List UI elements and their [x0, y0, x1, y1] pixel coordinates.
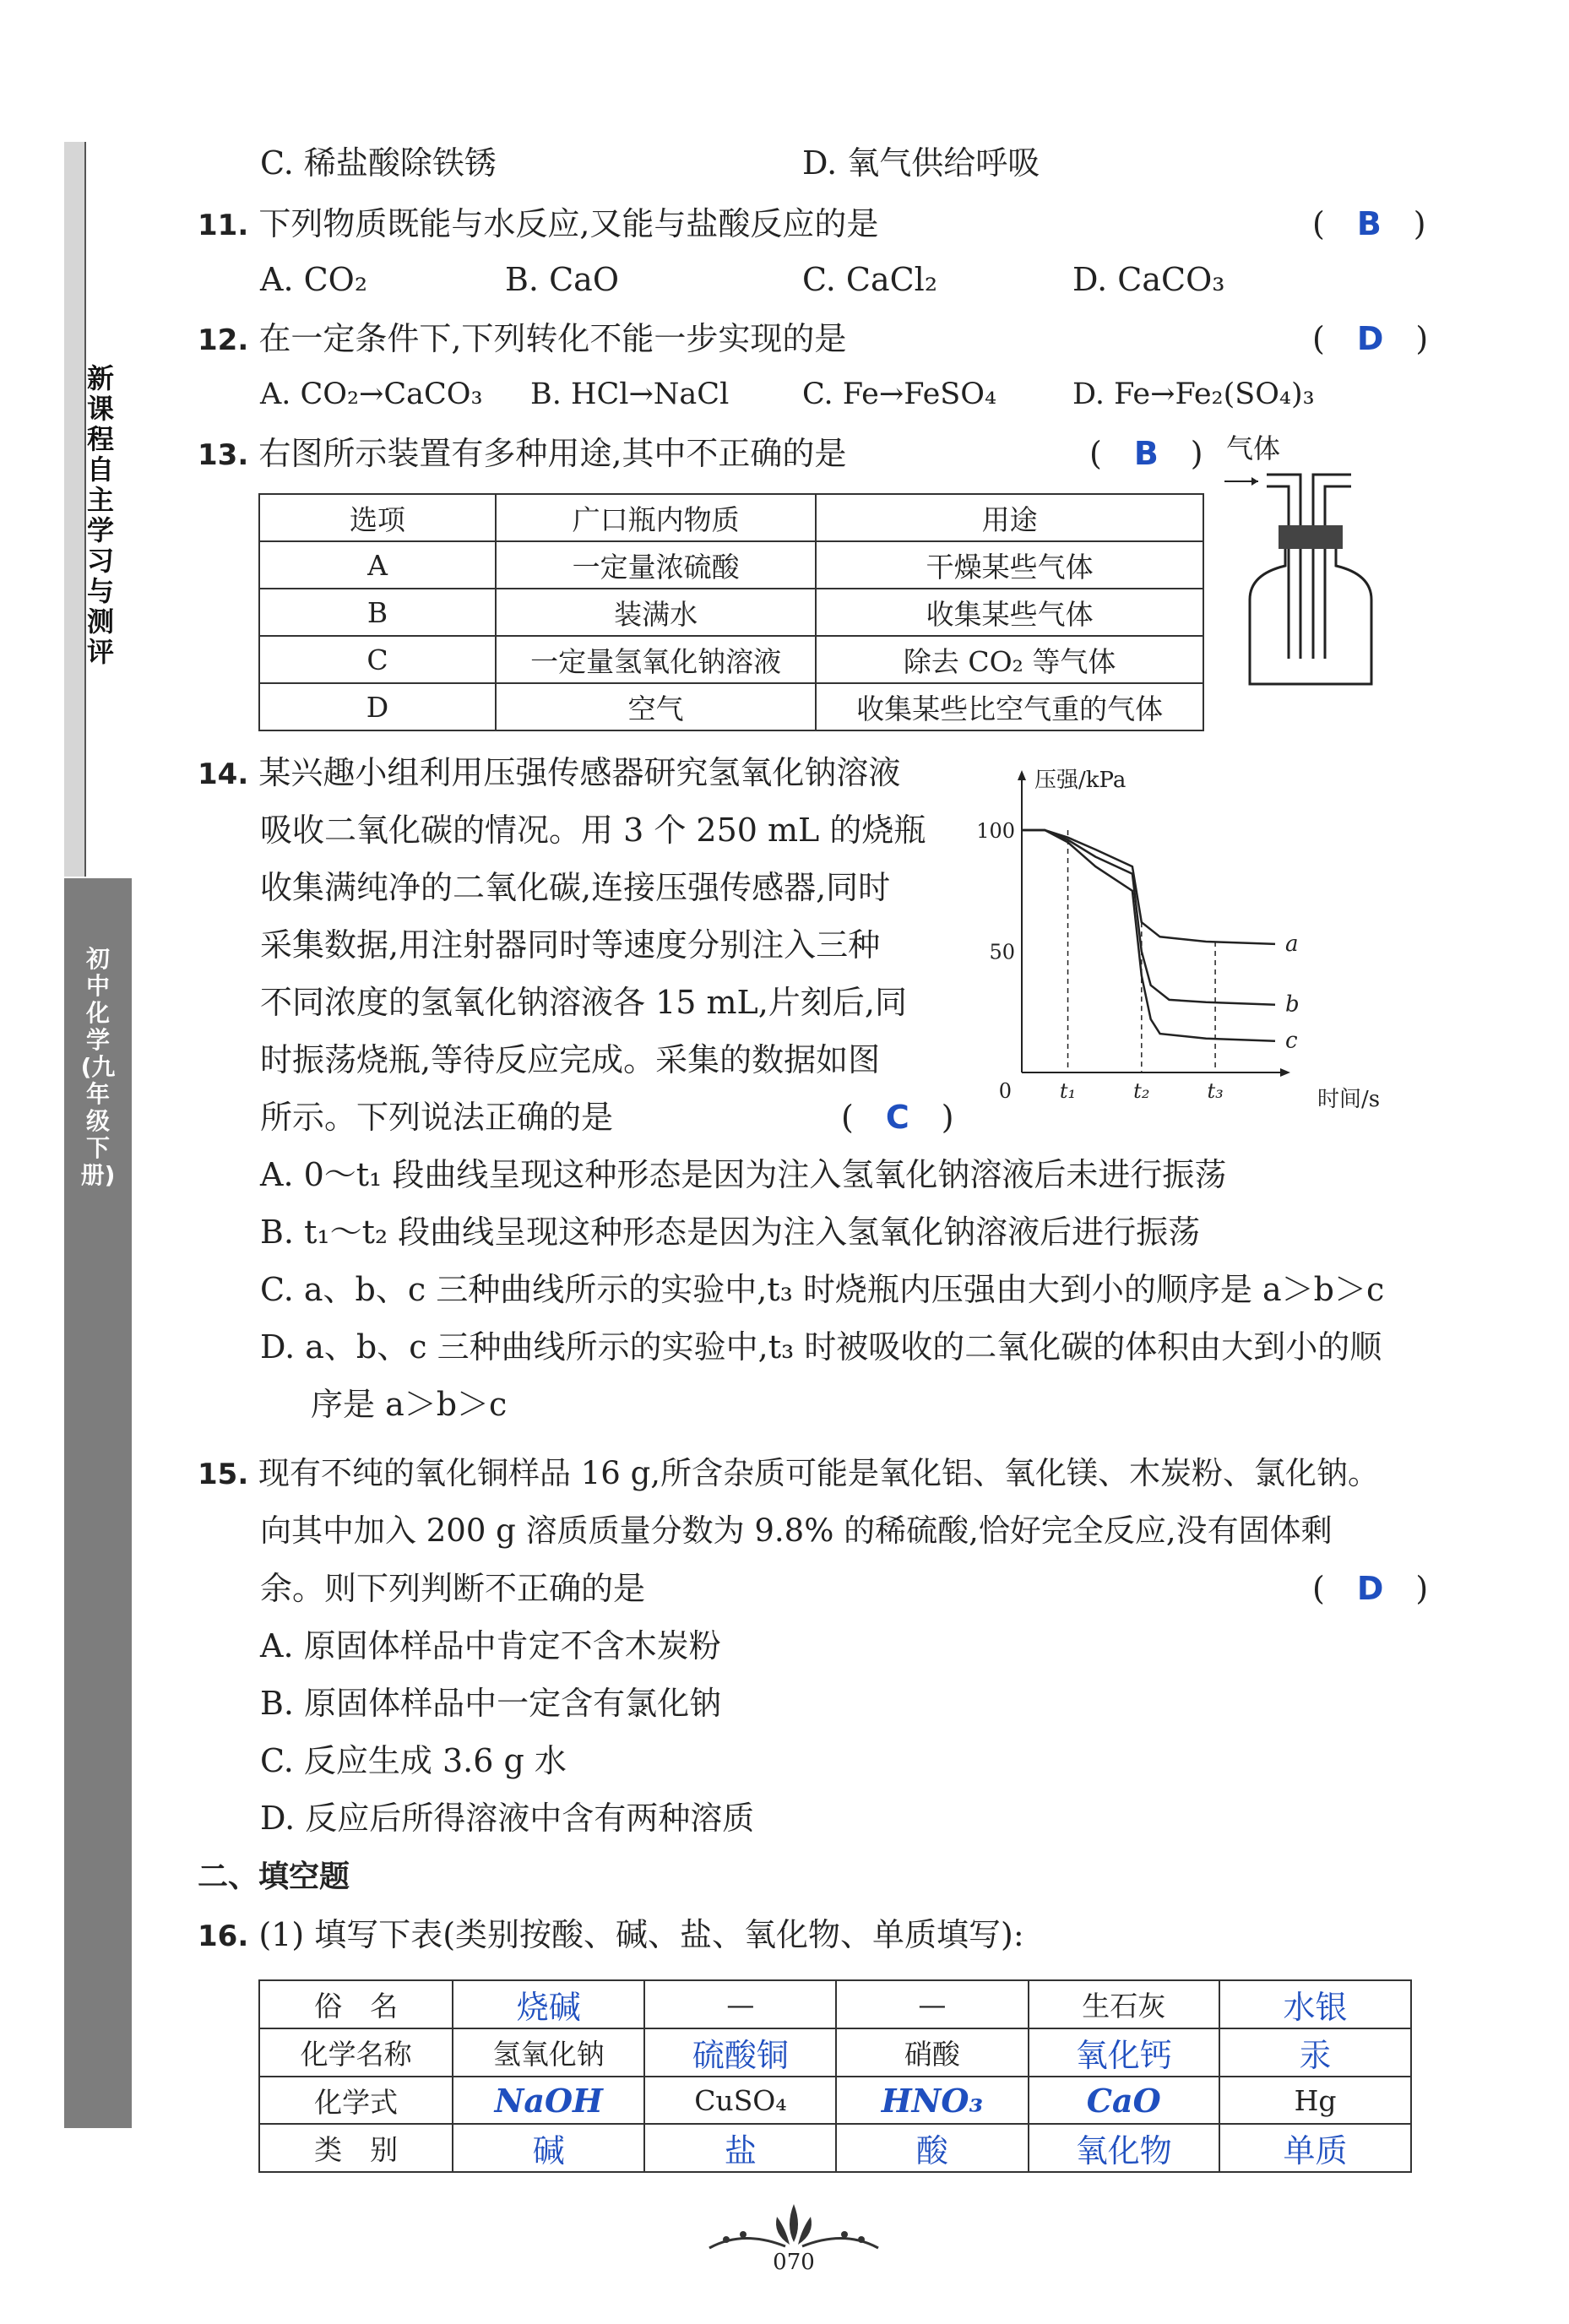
table-row — [259, 2077, 1411, 2124]
bottle-stopper — [1279, 525, 1343, 549]
prev-option-c: C. 稀盐酸除铁锈 — [260, 144, 497, 182]
q12-stem — [198, 318, 846, 361]
bottle-body — [1250, 549, 1371, 684]
q14-option-d-cont: 序是 a＞b＞c — [311, 1386, 508, 1423]
table-row — [259, 683, 1203, 730]
q14-option-d: D. a、b、c 三种曲线所示的实验中,t₃ 时被吸收的二氧化碳的体积由大到小的顺 — [260, 1328, 1382, 1366]
q11-option-b: B. CaO — [505, 261, 619, 298]
series-label: b — [1285, 991, 1300, 1018]
outlet-tube — [1313, 475, 1351, 659]
q13-table — [258, 493, 1204, 731]
q16-stem-text: (1) 填写下表(类别按酸、碱、盐、氧化物、单质填写): — [258, 1916, 1024, 1953]
q16-answer-cell: 酸 — [836, 2124, 1028, 2172]
q13-stem-text: 右图所示装置有多种用途,其中不正确的是 — [258, 435, 847, 472]
q13-answer: B — [1133, 435, 1159, 472]
q13-cell: 一定量浓硫酸 — [496, 541, 816, 589]
q15-number: 15. — [198, 1458, 249, 1491]
q14-line-6: 时振荡烧瓶,等待反应完成。采集的数据如图 — [260, 1041, 881, 1078]
q16-cell: — — [644, 1980, 836, 2028]
chart-axes — [1018, 770, 1290, 1077]
sidebar-book-title: 新课程自主学习与测评 — [86, 362, 114, 668]
q13-cell: A — [259, 541, 496, 589]
q15-option-b: B. 原固体样品中一定含有氯化钠 — [260, 1685, 722, 1722]
series-line-a — [1022, 830, 1275, 944]
q16-answer-cell: 盐 — [644, 2124, 836, 2172]
y-tick-label: 50 — [989, 940, 1015, 964]
q13-table-header — [259, 494, 1203, 541]
q16-cell: 硝酸 — [836, 2028, 1028, 2077]
table-row — [259, 1980, 1411, 2028]
series-label: a — [1285, 931, 1299, 957]
y-axis-label: 压强/kPa — [1034, 768, 1127, 793]
q16-answer-cell: HNO₃ — [836, 2077, 1028, 2124]
q14-text-1: 某兴趣小组利用压强传感器研究氢氧化钠溶液 — [258, 754, 901, 791]
q14-answer: C — [885, 1099, 909, 1136]
q16-table — [258, 1979, 1412, 2173]
prev-option-d: D. 氧气供给呼吸 — [802, 144, 1040, 182]
q11-number: 11. — [198, 209, 249, 242]
q13-cell: 除去 CO₂ 等气体 — [816, 636, 1203, 683]
q12-option-b: B. HCl→NaCl — [530, 377, 730, 411]
y-tick-label: 100 — [976, 819, 1015, 844]
q15-line-1 — [198, 1452, 1379, 1496]
q16-cell: CuSO₄ — [644, 2077, 836, 2124]
q16-answer-cell: CaO — [1029, 2077, 1220, 2124]
table-row — [259, 589, 1203, 636]
x-axis-label: 时间/s — [1317, 1087, 1381, 1112]
q13-cell: 空气 — [496, 683, 816, 730]
q16-row-header: 俗 名 — [259, 1980, 453, 2028]
q13-cell: 干燥某些气体 — [816, 541, 1203, 589]
x-tick-label: 0 — [998, 1079, 1012, 1103]
y-axis-arrow-icon — [1018, 770, 1026, 780]
q16-cell: Hg — [1219, 2077, 1411, 2124]
q12-option-a: A. CO₂→CaCO₃ — [260, 377, 483, 411]
x-axis-arrow-icon — [1280, 1068, 1290, 1077]
x-tick-label: t₂ — [1133, 1079, 1150, 1103]
q16-answer-cell: 汞 — [1219, 2028, 1411, 2077]
q14-line-7: 所示。下列说法正确的是 — [260, 1099, 614, 1136]
q12-answer-paren: ( D ) — [1312, 320, 1429, 357]
q13-header-substance: 广口瓶内物质 — [496, 494, 816, 541]
q11-option-c: C. CaCl₂ — [802, 261, 938, 298]
x-tick-label: t₁ — [1059, 1079, 1077, 1103]
series-label: c — [1285, 1028, 1298, 1054]
table-row — [259, 636, 1203, 683]
q12-option-c: C. Fe→FeSO₄ — [802, 377, 996, 411]
q11-answer-paren: ( B ) — [1312, 205, 1426, 242]
q13-cell: C — [259, 636, 496, 683]
q13-header-option: 选项 — [259, 494, 496, 541]
q16-row-header: 类 别 — [259, 2124, 453, 2172]
q11-stem-text: 下列物质既能与水反应,又能与盐酸反应的是 — [258, 205, 879, 242]
q13-cell: 装满水 — [496, 589, 816, 636]
q11-option-a: A. CO₂ — [260, 261, 368, 298]
q16-answer-cell: 水银 — [1219, 1980, 1411, 2028]
q15-option-c: C. 反应生成 3.6 g 水 — [260, 1742, 567, 1779]
pressure-chart — [963, 760, 1402, 1115]
arrow-head-icon — [1251, 477, 1258, 486]
q15-answer-paren: ( D ) — [1312, 1570, 1429, 1607]
series-line-c — [1022, 830, 1275, 1041]
q13-cell: 一定量氢氧化钠溶液 — [496, 636, 816, 683]
q13-header-use: 用途 — [816, 494, 1203, 541]
q12-answer: D — [1356, 320, 1384, 357]
q14-answer-paren: ( C ) — [841, 1099, 954, 1136]
q15-answer: D — [1356, 1570, 1384, 1607]
q12-stem-text: 在一定条件下,下列转化不能一步实现的是 — [258, 320, 847, 357]
table-row — [259, 541, 1203, 589]
q15-option-a: A. 原固体样品中肯定不含木炭粉 — [260, 1627, 721, 1664]
q13-cell: 收集某些气体 — [816, 589, 1203, 636]
q15-option-d: D. 反应后所得溶液中含有两种溶质 — [260, 1800, 755, 1837]
q11-stem — [198, 203, 878, 247]
q13-cell: D — [259, 683, 496, 730]
q12-option-d: D. Fe→Fe₂(SO₄)₃ — [1072, 377, 1315, 411]
q16-cell: 生石灰 — [1029, 1980, 1220, 2028]
q16-answer-cell: 单质 — [1219, 2124, 1411, 2172]
section-title: 二、填空题 — [198, 1860, 350, 1894]
q14-option-c: C. a、b、c 三种曲线所示的实验中,t₃ 时烧瓶内压强由大到小的顺序是 a＞b＞c — [260, 1271, 1385, 1308]
gas-bottle-figure — [1216, 456, 1419, 692]
q16-cell: — — [836, 1980, 1028, 2028]
q12-number: 12. — [198, 323, 249, 357]
q14-line-4: 采集数据,用注射器同时等速度分别注入三种 — [260, 926, 881, 964]
q16-answer-cell: 碱 — [453, 2124, 644, 2172]
q14-line-2: 吸收二氧化碳的情况。用 3 个 250 mL 的烧瓶 — [260, 812, 926, 849]
gas-label: 气体 — [1226, 432, 1281, 464]
q16-answer-cell: 氧化钙 — [1029, 2028, 1220, 2077]
q14-line-1 — [198, 752, 900, 795]
q15-line-2: 向其中加入 200 g 溶质质量分数为 9.8% 的稀硫酸,恰好完全反应,没有固体剩 — [260, 1512, 1333, 1549]
q11-answer: B — [1356, 205, 1382, 242]
q16-cell: 氢氧化钠 — [453, 2028, 644, 2077]
q14-option-b: B. t₁～t₂ 段曲线呈现这种形态是因为注入氢氧化钠溶液后进行振荡 — [260, 1214, 1201, 1251]
q13-answer-paren: ( B ) — [1089, 435, 1203, 472]
q15-line-3: 余。则下列判断不正确的是 — [260, 1570, 646, 1607]
q15-text-1: 现有不纯的氧化铜样品 16 g,所含杂质可能是氧化铝、氧化镁、木炭粉、氯化钠。 — [258, 1455, 1380, 1491]
q16-answer-cell: NaOH — [453, 2077, 644, 2124]
q13-number: 13. — [198, 438, 249, 472]
q14-number: 14. — [198, 757, 249, 791]
x-tick-label: t₃ — [1207, 1079, 1224, 1103]
q13-cell: 收集某些比空气重的气体 — [816, 683, 1203, 730]
q16-answer-cell: 硫酸铜 — [644, 2028, 836, 2077]
q14-line-3: 收集满纯净的二氧化碳,连接压强传感器,同时 — [260, 869, 891, 906]
q16-number: 16. — [198, 1919, 249, 1953]
chart-lines — [1022, 830, 1300, 1054]
chart-ticks — [976, 819, 1224, 1103]
q16-row-header: 化学名称 — [259, 2028, 453, 2077]
page-number: 070 — [773, 2250, 815, 2275]
q14-option-a: A. 0～t₁ 段曲线呈现这种形态是因为注入氢氧化钠溶液后未进行振荡 — [260, 1156, 1227, 1193]
q16-row-header: 化学式 — [259, 2077, 453, 2124]
q11-option-d: D. CaCO₃ — [1072, 261, 1225, 298]
table-row — [259, 2124, 1411, 2172]
q14-line-5: 不同浓度的氢氧化钠溶液各 15 mL,片刻后,同 — [260, 984, 907, 1021]
q13-cell: B — [259, 589, 496, 636]
q13-stem — [198, 432, 846, 476]
q16-answer-cell: 烧碱 — [453, 1980, 644, 2028]
series-line-b — [1022, 830, 1275, 1005]
sidebar-subject-label: 初中化学(九年级下册) — [80, 945, 116, 1189]
q16-answer-cell: 氧化物 — [1029, 2124, 1220, 2172]
q16-stem — [198, 1914, 1024, 1957]
table-row — [259, 2028, 1411, 2077]
